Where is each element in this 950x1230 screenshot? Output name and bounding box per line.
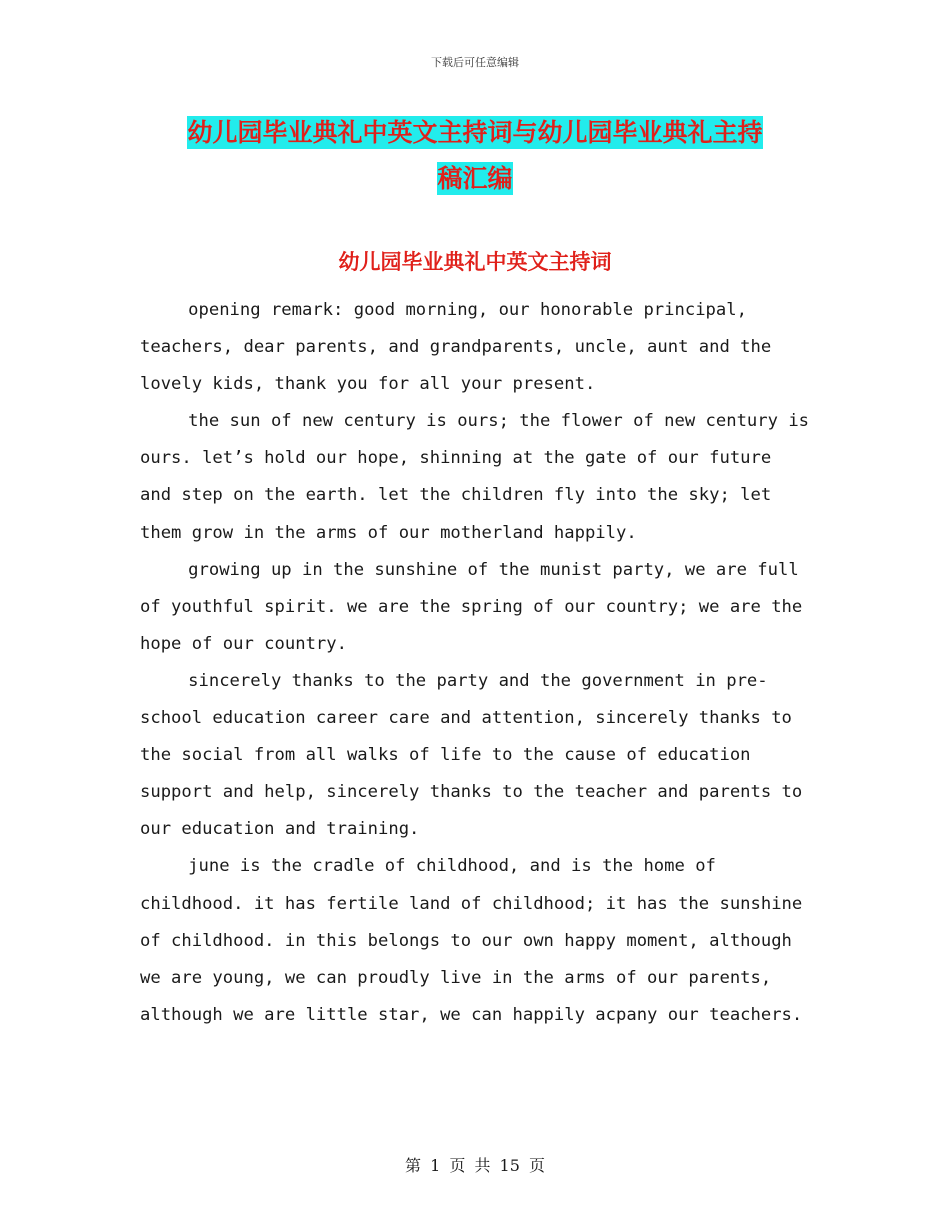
paragraph: the sun of new century is ours; the flower of new century is ours. let’s hold our hope, shinning at the gate of our future and step on the earth. let the children fly into the sky; let them grow in the arms of our motherland happily. bbox=[140, 411, 810, 543]
body-text bbox=[140, 292, 810, 1034]
paragraph: sincerely thanks to the party and the government in pre-school education career care and attention, sincerely thanks to the social from all walks of life to the cause of education support and help, sincerely thanks to the teacher and parents to our education and training. bbox=[140, 670, 803, 840]
page-number-footer: 第 1 页 共 15 页 bbox=[405, 1156, 545, 1175]
title-line-2: 稿汇编 bbox=[437, 164, 513, 193]
paragraph: june is the cradle of childhood, and is the home of childhood. it has fertile land of childhood; it has the sunshine of childhood. in this belongs to our own happy moment, although we are young, we can proudly live in the arms of our parents, although we are little star, we can happily acpany our teachers. bbox=[140, 856, 803, 1025]
section-heading: 幼儿园毕业典礼中英文主持词 bbox=[338, 250, 612, 274]
paragraph: growing up in the sunshine of the munist party, we are full of youthful spirit. we are the spring of our country; we are the hope of our country. bbox=[140, 559, 803, 654]
document-title bbox=[140, 110, 810, 202]
paragraph: opening remark: good morning, our honorable principal, teachers, dear parents, and grandparents, uncle, aunt and the lovely kids, thank you for all your present. bbox=[140, 300, 772, 395]
title-line-1: 幼儿园毕业典礼中英文主持词与幼儿园毕业典礼主持 bbox=[187, 118, 763, 147]
header-note: 下载后可任意编辑 bbox=[431, 56, 519, 69]
